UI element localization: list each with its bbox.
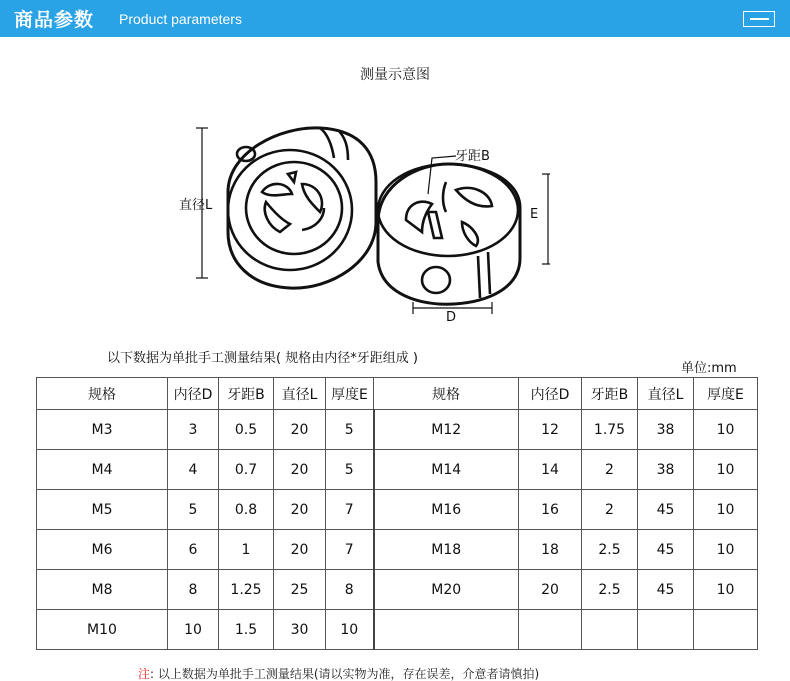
table-cell (638, 610, 694, 650)
header-cell: 牙距B (219, 378, 274, 410)
table-cell: M20 (374, 570, 519, 610)
header-bar (0, 0, 790, 37)
table-cell: 2 (582, 450, 638, 490)
header-title-en: Product parameters (119, 11, 242, 27)
table-cell: 5 (168, 490, 219, 530)
table-cell: 12 (519, 410, 582, 450)
table-row (37, 450, 758, 490)
table-cell: 10 (326, 610, 374, 650)
table-cell (582, 610, 638, 650)
spec-table (36, 377, 758, 650)
intro-text: 以下数据为单批手工测量结果( 规格由内径*牙距组成 ) (107, 351, 418, 366)
table-cell: 30 (274, 610, 326, 650)
header-cell: 直径L (638, 378, 694, 410)
table-cell: 45 (638, 570, 694, 610)
table-cell: 16 (519, 490, 582, 530)
table-cell: 20 (274, 410, 326, 450)
table-cell: M18 (374, 530, 519, 570)
table-cell: 4 (168, 450, 219, 490)
table-cell: 10 (168, 610, 219, 650)
header-cell: 内径D (168, 378, 219, 410)
table-cell: 1.25 (219, 570, 274, 610)
footnote (138, 665, 539, 681)
table-cell: 20 (274, 490, 326, 530)
table-header-row (37, 378, 758, 410)
table-cell: 20 (274, 450, 326, 490)
table-cell: 25 (274, 570, 326, 610)
unit-label: 单位:mm (681, 361, 737, 376)
table-cell: 20 (519, 570, 582, 610)
header-cell: 直径L (274, 378, 326, 410)
table-cell: 45 (638, 490, 694, 530)
table-cell: 10 (694, 530, 758, 570)
table-cell: 0.8 (219, 490, 274, 530)
table-cell: 0.5 (219, 410, 274, 450)
table-cell: 2.5 (582, 570, 638, 610)
table-cell: 7 (326, 530, 374, 570)
header-cell: 牙距B (582, 378, 638, 410)
thickness-label: E (530, 207, 539, 222)
table-row (37, 410, 758, 450)
header-cell: 内径D (519, 378, 582, 410)
table-cell: 10 (694, 570, 758, 610)
table-cell: M3 (37, 410, 168, 450)
inner-diameter-label: D (446, 310, 457, 325)
table-cell: M12 (374, 410, 519, 450)
table-cell (374, 610, 519, 650)
table-row (37, 530, 758, 570)
footnote-text: : 以上数据为单批手工测量结果(请以实物为准，存在误差，介意者请慎拍) (150, 667, 540, 681)
table-cell: 10 (694, 450, 758, 490)
table-cell: 1.5 (219, 610, 274, 650)
table-row (37, 610, 758, 650)
diagram-title: 测量示意图 (360, 67, 430, 83)
table-cell: M6 (37, 530, 168, 570)
pitch-label: 牙距B (455, 149, 490, 164)
footnote-prefix: 注 (138, 667, 151, 681)
table-cell (694, 610, 758, 650)
table-cell: 0.7 (219, 450, 274, 490)
table-cell: 10 (694, 410, 758, 450)
table-cell: 38 (638, 410, 694, 450)
table-cell: M5 (37, 490, 168, 530)
table-cell: 14 (519, 450, 582, 490)
header-cell: 厚度E (694, 378, 758, 410)
table-cell: 10 (694, 490, 758, 530)
menu-button[interactable] (743, 11, 775, 27)
table-cell: 20 (274, 530, 326, 570)
table-cell: 7 (326, 490, 374, 530)
round-die-illustration (170, 112, 550, 332)
table-cell: 2.5 (582, 530, 638, 570)
table-cell: 38 (638, 450, 694, 490)
table-cell: 1 (219, 530, 274, 570)
menu-icon (750, 18, 769, 20)
table-cell: 1.75 (582, 410, 638, 450)
table-cell: 6 (168, 530, 219, 570)
diameter-label: 直径L (179, 198, 213, 213)
table-cell: M8 (37, 570, 168, 610)
table-row (37, 570, 758, 610)
table-cell: M10 (37, 610, 168, 650)
header-cell: 厚度E (326, 378, 374, 410)
table-cell: M16 (374, 490, 519, 530)
table-row (37, 490, 758, 530)
table-cell: 3 (168, 410, 219, 450)
header-title-cn: 商品参数 (14, 9, 95, 31)
table-cell: 2 (582, 490, 638, 530)
table-cell: 45 (638, 530, 694, 570)
measurement-diagram (170, 112, 550, 332)
header-cell: 规格 (374, 378, 519, 410)
header-cell: 规格 (37, 378, 168, 410)
table-cell: 8 (168, 570, 219, 610)
table-cell: 18 (519, 530, 582, 570)
table-cell (519, 610, 582, 650)
table-cell: 5 (326, 450, 374, 490)
table-cell: M4 (37, 450, 168, 490)
table-cell: M14 (374, 450, 519, 490)
table-cell: 5 (326, 410, 374, 450)
table-cell: 8 (326, 570, 374, 610)
